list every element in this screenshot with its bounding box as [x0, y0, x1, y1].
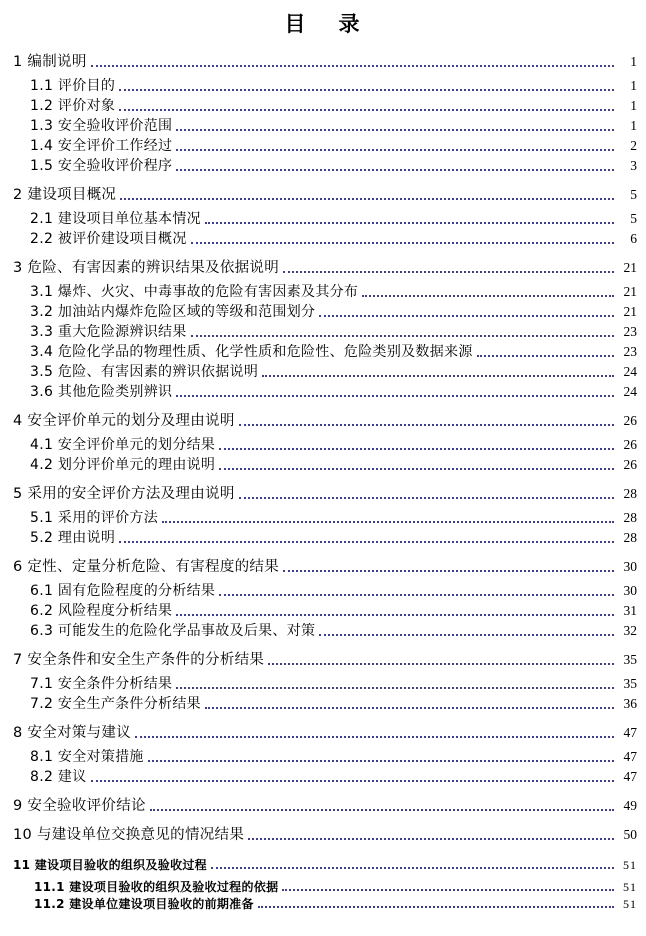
- dotted-leader: [239, 424, 614, 426]
- toc-entry-label: 3.3 重大危险源辨识结果: [30, 324, 187, 340]
- toc-entry-page: 35: [623, 676, 637, 691]
- dotted-leader: [477, 355, 614, 357]
- dotted-leader: [211, 867, 614, 869]
- toc-entry-page: 1: [630, 54, 637, 69]
- dotted-leader: [119, 109, 614, 111]
- toc-entry[interactable]: [13, 557, 637, 577]
- toc-entry[interactable]: [13, 723, 637, 743]
- dotted-leader: [219, 468, 614, 470]
- toc-entry-label: 3.5 危险、有害因素的辨识依据说明: [30, 364, 259, 380]
- toc-entry-label: 6.1 固有危险程度的分析结果: [30, 583, 216, 599]
- toc-entry-label: 5 采用的安全评价方法及理由说明: [13, 486, 235, 502]
- toc-entry-page: 28: [623, 510, 637, 525]
- toc-entry-page: 47: [623, 725, 637, 740]
- toc-entry-label: 11 建设项目验收的组织及验收过程: [13, 858, 207, 872]
- dotted-leader: [91, 65, 614, 67]
- toc-entry-page: 28: [623, 486, 637, 501]
- dotted-leader: [282, 889, 614, 891]
- toc-entry-label: 2 建设项目概况: [13, 187, 117, 203]
- toc-entry-label: 7 安全条件和安全生产条件的分析结果: [13, 652, 265, 668]
- dotted-leader: [219, 448, 614, 450]
- toc-entry[interactable]: [13, 747, 637, 767]
- toc-entry-page: 26: [623, 437, 637, 452]
- toc-entry[interactable]: [13, 52, 637, 72]
- toc-entry-page: 47: [623, 749, 637, 764]
- toc-entry[interactable]: [13, 528, 637, 548]
- toc-entry-label: 2.1 建设项目单位基本情况: [30, 211, 201, 227]
- toc-entry[interactable]: [13, 650, 637, 670]
- toc-entry[interactable]: [13, 825, 637, 845]
- toc-entry[interactable]: [13, 455, 637, 475]
- toc-entry[interactable]: [13, 302, 637, 322]
- toc-entry-label: 1.2 评价对象: [30, 98, 116, 114]
- toc-entry-label: 3.4 危险化学品的物理性质、化学性质和危险性、危险类别及数据来源: [30, 344, 473, 360]
- toc-entry-label: 9 安全验收评价结论: [13, 798, 146, 814]
- dotted-leader: [205, 707, 614, 709]
- toc-entry-label: 1.3 安全验收评价范围: [30, 118, 173, 134]
- toc-entry-label: 3.1 爆炸、火灾、中毒事故的危险有害因素及其分布: [30, 284, 359, 300]
- toc-entry[interactable]: [13, 136, 637, 156]
- dotted-leader: [191, 242, 614, 244]
- toc-entry[interactable]: [13, 229, 637, 249]
- toc-entry-label: 6.2 风险程度分析结果: [30, 603, 173, 619]
- toc-entry-label: 8 安全对策与建议: [13, 725, 132, 741]
- toc-entry[interactable]: [13, 209, 637, 229]
- toc-entry-label: 7.2 安全生产条件分析结果: [30, 696, 201, 712]
- dotted-leader: [262, 375, 614, 377]
- toc-entry-page: 32: [623, 623, 637, 638]
- dotted-leader: [239, 497, 614, 499]
- toc-entry-label: 3.6 其他危险类别辨识: [30, 384, 173, 400]
- toc-entry-page: 47: [623, 769, 637, 784]
- page-title: 目 录: [284, 12, 366, 36]
- toc-entry[interactable]: [13, 581, 637, 601]
- toc-entry-page: 24: [623, 384, 637, 399]
- toc-entry-label: 3 危险、有害因素的辨识结果及依据说明: [13, 260, 280, 276]
- toc-entry-label: 8.1 安全对策措施: [30, 749, 144, 765]
- toc-entry-label: 2.2 被评价建设项目概况: [30, 231, 187, 247]
- toc-entry[interactable]: [13, 382, 637, 402]
- toc-entry-label: 11.2 建设单位建设项目验收的前期准备: [34, 897, 254, 911]
- toc-entry-label: 3.2 加油站内爆炸危险区域的等级和范围划分: [30, 304, 316, 320]
- toc-entry[interactable]: [13, 896, 637, 913]
- toc-entry-label: 6 定性、定量分析危险、有害程度的结果: [13, 559, 280, 575]
- toc-entry-label: 8.2 建议: [30, 769, 87, 785]
- toc-entry-page: 21: [623, 304, 637, 319]
- toc-entry-label: 1 编制说明: [13, 54, 87, 70]
- dotted-leader: [319, 315, 614, 317]
- toc-entry-page: 1: [630, 98, 637, 113]
- dotted-leader: [119, 89, 614, 91]
- toc-entry-page: 1: [630, 78, 637, 93]
- toc-entry-page: 35: [623, 652, 637, 667]
- toc-entry-label: 5.1 采用的评价方法: [30, 510, 159, 526]
- toc-entry-page: 21: [623, 260, 637, 275]
- dotted-leader: [176, 169, 614, 171]
- toc-entry[interactable]: [13, 258, 637, 278]
- toc-entry[interactable]: [13, 282, 637, 302]
- toc-entry-page: 28: [623, 530, 637, 545]
- toc-entry[interactable]: [13, 411, 637, 431]
- toc-entry-page: 26: [623, 413, 637, 428]
- toc-entry-page: 1: [630, 118, 637, 133]
- dotted-leader: [119, 541, 614, 543]
- toc-entry-page: 23: [623, 324, 637, 339]
- toc-entry-label: 1.5 安全验收评价程序: [30, 158, 173, 174]
- toc-entry-page: 36: [623, 696, 637, 711]
- toc-entry-page: 6: [630, 231, 637, 246]
- toc-entry-page: 3: [630, 158, 637, 173]
- toc-entry-page: 30: [623, 583, 637, 598]
- dotted-leader: [176, 149, 614, 151]
- toc-entry-label: 11.1 建设项目验收的组织及验收过程的依据: [34, 880, 279, 894]
- toc-entry[interactable]: [13, 116, 637, 136]
- toc-entry[interactable]: [13, 601, 637, 621]
- dotted-leader: [176, 614, 614, 616]
- toc-entry-label: 4.1 安全评价单元的划分结果: [30, 437, 216, 453]
- toc-entry-page: 5: [630, 211, 637, 226]
- toc-entry[interactable]: [13, 508, 637, 528]
- toc-entry-label: 4.2 划分评价单元的理由说明: [30, 457, 216, 473]
- dotted-leader: [120, 198, 614, 200]
- toc-entry[interactable]: [13, 484, 637, 504]
- toc-entry[interactable]: [13, 674, 637, 694]
- toc-entry-page: 2: [630, 138, 637, 153]
- dotted-leader: [148, 760, 614, 762]
- toc-entry[interactable]: [13, 185, 637, 205]
- dotted-leader: [319, 634, 614, 636]
- toc-entry[interactable]: [13, 96, 637, 116]
- toc-entry-label: 5.2 理由说明: [30, 530, 116, 546]
- dotted-leader: [283, 570, 614, 572]
- toc-entry-page: 26: [623, 457, 637, 472]
- dotted-leader: [268, 663, 614, 665]
- toc-entry-page: 51: [623, 897, 637, 911]
- toc-entry-page: 24: [623, 364, 637, 379]
- dotted-leader: [176, 687, 614, 689]
- dotted-leader: [283, 271, 614, 273]
- dotted-leader: [91, 780, 614, 782]
- toc-entry-page: 51: [623, 880, 637, 894]
- toc-list: [13, 52, 637, 913]
- toc-entry-label: 6.3 可能发生的危险化学品事故及后果、对策: [30, 623, 316, 639]
- toc-entry[interactable]: [13, 322, 637, 342]
- toc-entry-page: 23: [623, 344, 637, 359]
- toc-entry[interactable]: [13, 767, 637, 787]
- toc-entry[interactable]: [13, 362, 637, 382]
- dotted-leader: [176, 129, 614, 131]
- toc-entry-page: 5: [630, 187, 637, 202]
- toc-entry[interactable]: [13, 879, 637, 896]
- dotted-leader: [362, 295, 614, 297]
- toc-entry-page: 49: [623, 798, 637, 813]
- toc-entry-page: 50: [623, 827, 637, 842]
- toc-entry[interactable]: [13, 621, 637, 641]
- dotted-leader: [248, 838, 614, 840]
- toc-entry-label: 7.1 安全条件分析结果: [30, 676, 173, 692]
- toc-entry-label: 1.1 评价目的: [30, 78, 116, 94]
- dotted-leader: [176, 395, 614, 397]
- toc-entry[interactable]: [13, 435, 637, 455]
- toc-entry-label: 4 安全评价单元的划分及理由说明: [13, 413, 235, 429]
- toc-entry-label: 10 与建设单位交换意见的情况结果: [13, 827, 245, 843]
- dotted-leader: [205, 222, 614, 224]
- dotted-leader: [219, 594, 614, 596]
- dotted-leader: [258, 906, 614, 908]
- toc-entry-page: 21: [623, 284, 637, 299]
- toc-entry-page: 51: [623, 858, 637, 872]
- toc-entry[interactable]: [13, 857, 637, 874]
- dotted-leader: [162, 521, 614, 523]
- toc-entry[interactable]: [13, 694, 637, 714]
- dotted-leader: [135, 736, 614, 738]
- toc-entry[interactable]: [13, 796, 637, 816]
- toc-entry-page: 30: [623, 559, 637, 574]
- toc-entry[interactable]: [13, 76, 637, 96]
- toc-entry-page: 31: [623, 603, 637, 618]
- toc-entry-label: 1.4 安全评价工作经过: [30, 138, 173, 154]
- dotted-leader: [191, 335, 614, 337]
- toc-entry[interactable]: [13, 156, 637, 176]
- dotted-leader: [150, 809, 614, 811]
- toc-entry[interactable]: [13, 342, 637, 362]
